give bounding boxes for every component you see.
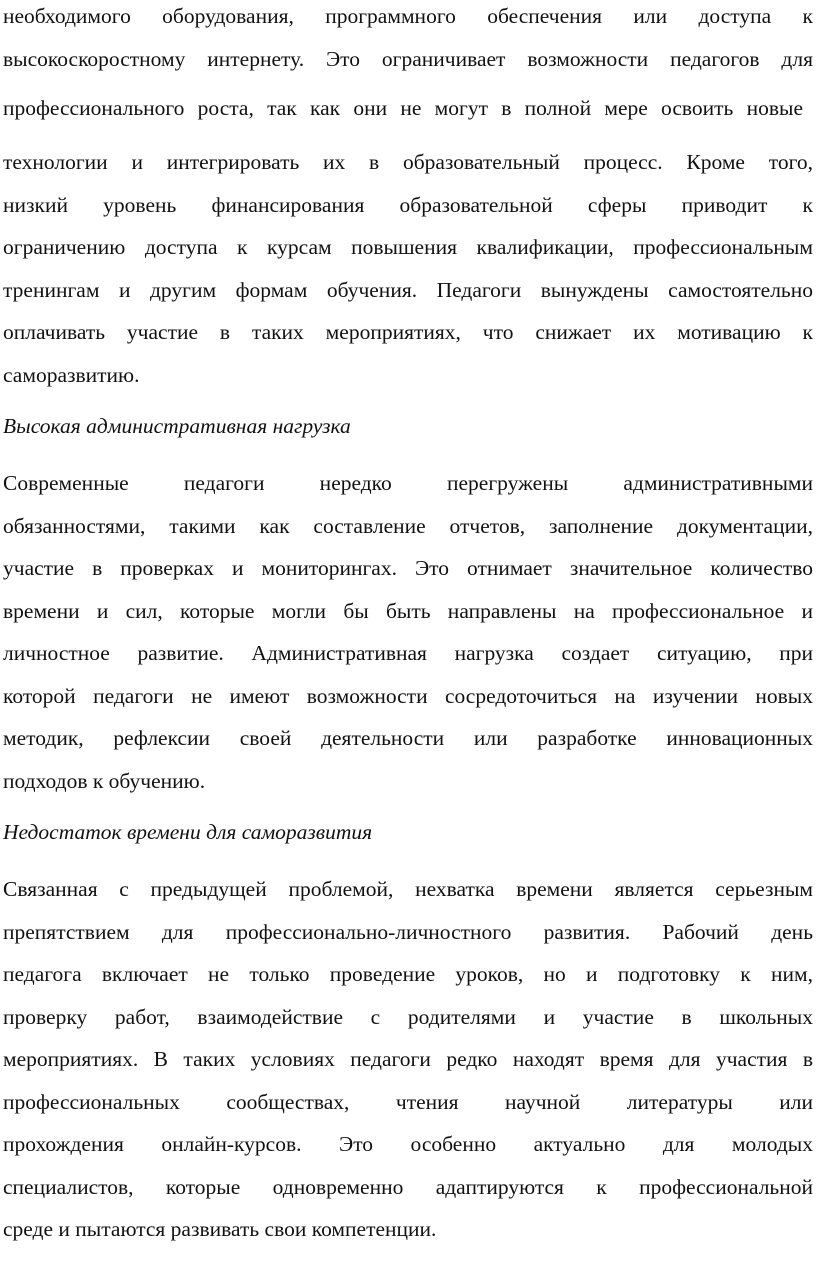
text-line: Современные педагоги нередко перегружены административными xyxy=(3,471,813,495)
text-line: участие в проверках и мониторингах. Это отнимает значительное количество xyxy=(3,556,813,580)
text-line: Связанная с предыдущей проблемой, нехватка времени является серьезным xyxy=(3,877,813,901)
text-line: высокоскоростному интернету. Это ограничивает возможности педагогов для xyxy=(3,47,813,71)
text-line: прохождения онлайн-курсов. Это особенно актуально для молодых xyxy=(3,1132,813,1156)
text-line: личностное развитие. Административная нагрузка создает ситуацию, при xyxy=(3,641,813,665)
text-line: проверку работ, взаимодействие с родителями и участие в школьных xyxy=(3,1005,813,1029)
text-line: необходимого оборудования, программного обеспечения или доступа к xyxy=(3,4,813,28)
section-heading-lack-of-time: Недостаток времени для саморазвития xyxy=(3,820,373,844)
text-line: подходов к обучению. xyxy=(3,769,206,793)
text-line: препятствием для профессионально-личностного развития. Рабочий день xyxy=(3,920,813,944)
text-line: низкий уровень финансирования образовательной сферы приводит к xyxy=(3,193,813,217)
text-line: ограничению доступа к курсам повышения квалификации, профессиональным xyxy=(3,235,813,259)
text-line: специалистов, которые одновременно адаптируются к профессиональной xyxy=(3,1175,813,1199)
text-line: которой педагоги не имеют возможности сосредоточиться на изучении новых xyxy=(3,684,813,708)
text-line: среде и пытаются развивать свои компетенции. xyxy=(3,1217,437,1241)
text-line: обязанностями, такими как составление отчетов, заполнение документации, xyxy=(3,514,813,538)
section-heading-administrative-load: Высокая административная нагрузка xyxy=(3,414,351,438)
text-line: профессиональных сообществах, чтения научной литературы или xyxy=(3,1090,813,1114)
text-line: саморазвитию. xyxy=(3,363,140,387)
text-line: времени и сил, которые могли бы быть направлены на профессиональное и xyxy=(3,599,813,623)
text-line: тренингам и другим формам обучения. Педагоги вынуждены самостоятельно xyxy=(3,278,813,302)
text-line: профессионального роста, так как они не могут в полной мере освоить новые xyxy=(3,96,803,120)
text-line: мероприятиях. В таких условиях педагоги редко находят время для участия в xyxy=(3,1047,813,1071)
text-line: технологии и интегрировать их в образовательный процесс. Кроме того, xyxy=(3,150,813,174)
text-line: методик, рефлексии своей деятельности или разработке инновационных xyxy=(3,726,813,750)
text-line: педагога включает не только проведение уроков, но и подготовку к ним, xyxy=(3,962,813,986)
text-line: оплачивать участие в таких мероприятиях, что снижает их мотивацию к xyxy=(3,320,813,344)
